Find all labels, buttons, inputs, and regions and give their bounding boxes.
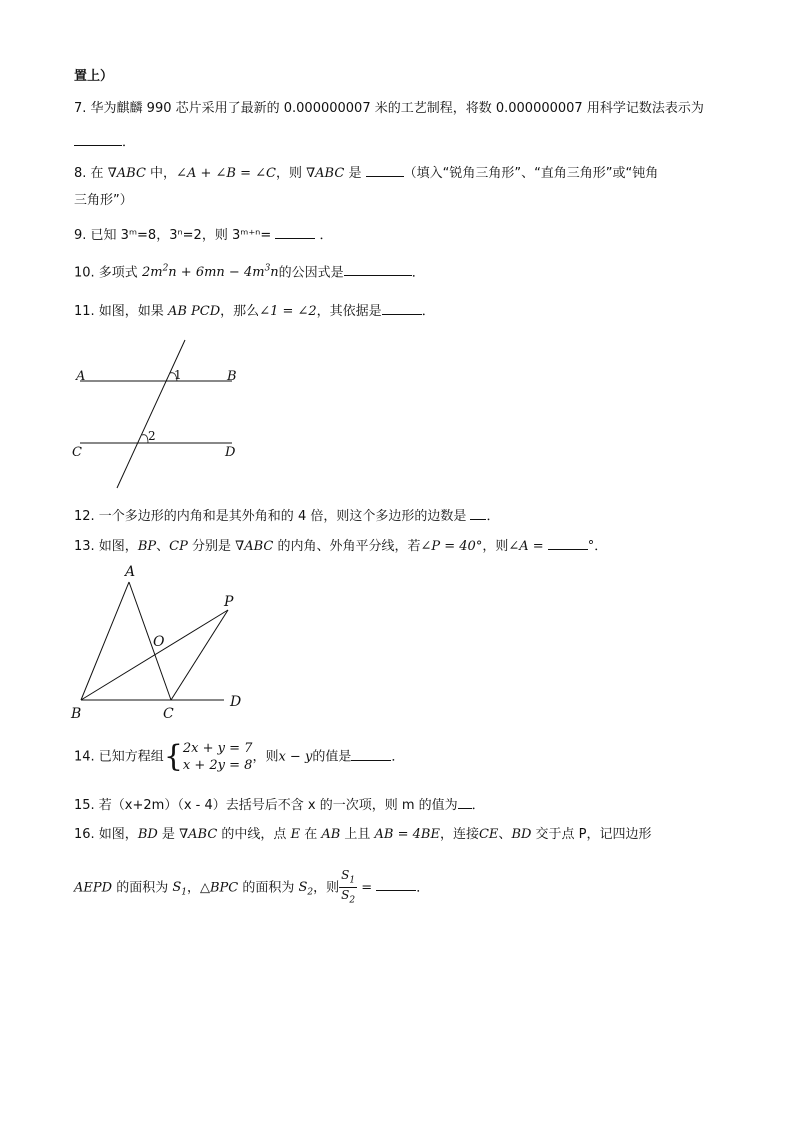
question-15: [74, 795, 485, 815]
area-s1: $S_1$: [172, 880, 187, 898]
question-8: [74, 163, 658, 183]
quadrilateral-aepd: AEPD: [74, 880, 113, 896]
label-d: D: [230, 694, 242, 710]
answer-blank: [548, 536, 588, 550]
punctuation: ．: [319, 228, 333, 243]
label-c: C: [72, 445, 82, 460]
angle-condition: ∠P = 40°: [420, 539, 483, 554]
side-ab: [81, 582, 129, 700]
punctuation: ．: [411, 265, 425, 281]
question-15-text: 15. 若（x+2m）（x - 4）去括号后不含 x 的一次项，则 m 的值为: [74, 798, 458, 813]
angle-condition: ∠1 = ∠2: [259, 304, 317, 319]
question-7-text: 7. 华为麒麟 990 芯片采用了最新的 0.000000007 米的工艺制程，将数 0.000000007 用科学记数法表示为: [74, 101, 704, 116]
question-14-prefix: 14. 已知方程组: [74, 749, 164, 765]
question-11-prefix: 11. 如图，如果: [74, 304, 168, 319]
figure-triangle-bisectors: [66, 560, 256, 725]
question-11-text: ，那么: [220, 304, 260, 319]
question-8-options: 三角形”）: [74, 193, 133, 208]
question-7-answer-line: [74, 132, 135, 152]
equation-1: 2x + y = 7: [182, 741, 253, 756]
label-p: P: [224, 594, 234, 610]
bisector-bp: [81, 610, 228, 700]
answer-blank: [344, 262, 412, 276]
label-c: C: [163, 706, 174, 722]
punctuation: °．: [587, 539, 608, 554]
question-14-text: ，则: [252, 749, 279, 765]
question-13-prefix: 13. 如图，: [74, 539, 138, 554]
punctuation: ．: [486, 509, 500, 524]
segment-condition: AB = 4BE: [374, 827, 440, 842]
expression-x-minus-y: x − y: [278, 749, 313, 765]
point-e: E: [290, 827, 301, 842]
segment-bd: BD: [137, 827, 158, 842]
question-16-prefix: 16. 如图，: [74, 827, 138, 842]
segment-ab: AB: [167, 304, 187, 319]
question-10-prefix: 10. 多项式: [74, 265, 142, 281]
segment-bp: BP: [137, 539, 157, 554]
question-14: [74, 740, 404, 775]
area-s2: $S_2$: [298, 880, 314, 898]
segment-cd: CD: [199, 304, 221, 319]
answer-blank: [74, 132, 122, 146]
question-16-text: 是: [157, 827, 175, 842]
segment-bd: BD: [511, 827, 532, 842]
answer-blank: [351, 747, 391, 761]
continued-text: 置上）: [74, 69, 114, 84]
label-d: D: [225, 445, 236, 460]
label-b: B: [227, 369, 237, 384]
polynomial-expression: $2m^2n + 6mn - 4m^3n$: [141, 264, 279, 281]
punctuation: ．: [421, 304, 435, 319]
question-13-text: 的内角、外角平分线，若: [273, 539, 421, 554]
equation-2: x + 2y = 8: [182, 758, 253, 773]
equation-system: [183, 740, 253, 774]
question-9: [74, 225, 333, 245]
angle-question: ∠A =: [508, 539, 544, 554]
equation-brace: {: [163, 739, 183, 774]
punctuation: ．: [122, 135, 136, 150]
side-ac: [129, 582, 171, 700]
question-16-text: 上且: [340, 827, 375, 842]
question-8-prefix: 8. 在: [74, 166, 104, 181]
equals-sign: =: [357, 880, 373, 896]
separator: 、: [156, 539, 170, 554]
question-10: [74, 260, 425, 282]
label-a: A: [125, 564, 136, 580]
question-16-text: 在: [300, 827, 322, 842]
question-11-text: ，其依据是: [316, 304, 382, 319]
triangle-abc: ∇ABC: [306, 166, 345, 181]
question-16-line2: [74, 868, 429, 910]
question-16-text: 交于点 P，记四边形: [531, 827, 652, 842]
question-8-text: ，则: [275, 166, 302, 181]
question-12: [74, 506, 500, 526]
question-16-text: 的中线，点: [217, 827, 291, 842]
triangle-abc: ∇ABC: [235, 539, 274, 554]
question-10-text: 的公因式是: [278, 265, 344, 281]
triangle-abc: ∇ABC: [179, 827, 218, 842]
question-16-text: 的面积为: [238, 880, 299, 896]
label-angle-1: 1: [174, 368, 182, 382]
bisector-cp: [171, 610, 228, 700]
label-angle-2: 2: [148, 429, 156, 443]
separator: 、: [498, 827, 512, 842]
question-16-text: 的面积为: [112, 880, 173, 896]
punctuation: ．: [391, 749, 405, 765]
parallel-symbol: P: [191, 304, 200, 319]
answer-blank: [458, 795, 472, 809]
question-13-text: 分别是: [187, 539, 231, 554]
answer-blank: [376, 877, 416, 891]
question-9-text: 9. 已知 3ᵐ=8，3ⁿ=2，则 3ᵐ⁺ⁿ=: [74, 228, 272, 243]
question-13: [74, 536, 607, 556]
answer-blank: [366, 163, 404, 177]
label-o: O: [153, 634, 165, 650]
question-16-text: ，△: [186, 880, 210, 896]
question-16: [74, 826, 652, 844]
angle-condition: ∠A + ∠B = ∠C: [176, 166, 276, 181]
question-16-text: ，则: [313, 880, 340, 896]
triangle-bpc: BPC: [209, 880, 239, 896]
ratio-fraction: $\frac{S_1}{S_2}$: [341, 868, 356, 906]
segment-ce: CE: [478, 827, 499, 842]
segment-ab: AB: [321, 827, 341, 842]
answer-blank: [275, 225, 315, 239]
question-13-text: ，则: [482, 539, 509, 554]
answer-blank: [470, 506, 486, 520]
triangle-abc: ∇ABC: [107, 166, 146, 181]
figure-parallel-lines: [70, 335, 250, 495]
question-8-line2: [74, 192, 133, 210]
punctuation: ．: [471, 798, 485, 813]
transversal-line: [117, 340, 185, 488]
question-8-text: 中，: [145, 166, 177, 181]
punctuation: ．: [416, 880, 430, 896]
question-11: [74, 301, 435, 321]
label-b: B: [71, 706, 82, 722]
question-8-options: （填入“锐角三角形”、“直角三角形”或“钝角: [403, 166, 659, 181]
answer-blank: [382, 301, 422, 315]
question-14-text: 的值是: [312, 749, 352, 765]
question-16-text: ，连接: [439, 827, 479, 842]
question-7: [74, 100, 704, 118]
segment-cp: CP: [169, 539, 188, 554]
question-12-text: 12. 一个多边形的内角和是其外角和的 4 倍，则这个多边形的边数是: [74, 509, 467, 524]
question-8-text: 是: [344, 166, 362, 181]
label-a: A: [76, 369, 86, 384]
